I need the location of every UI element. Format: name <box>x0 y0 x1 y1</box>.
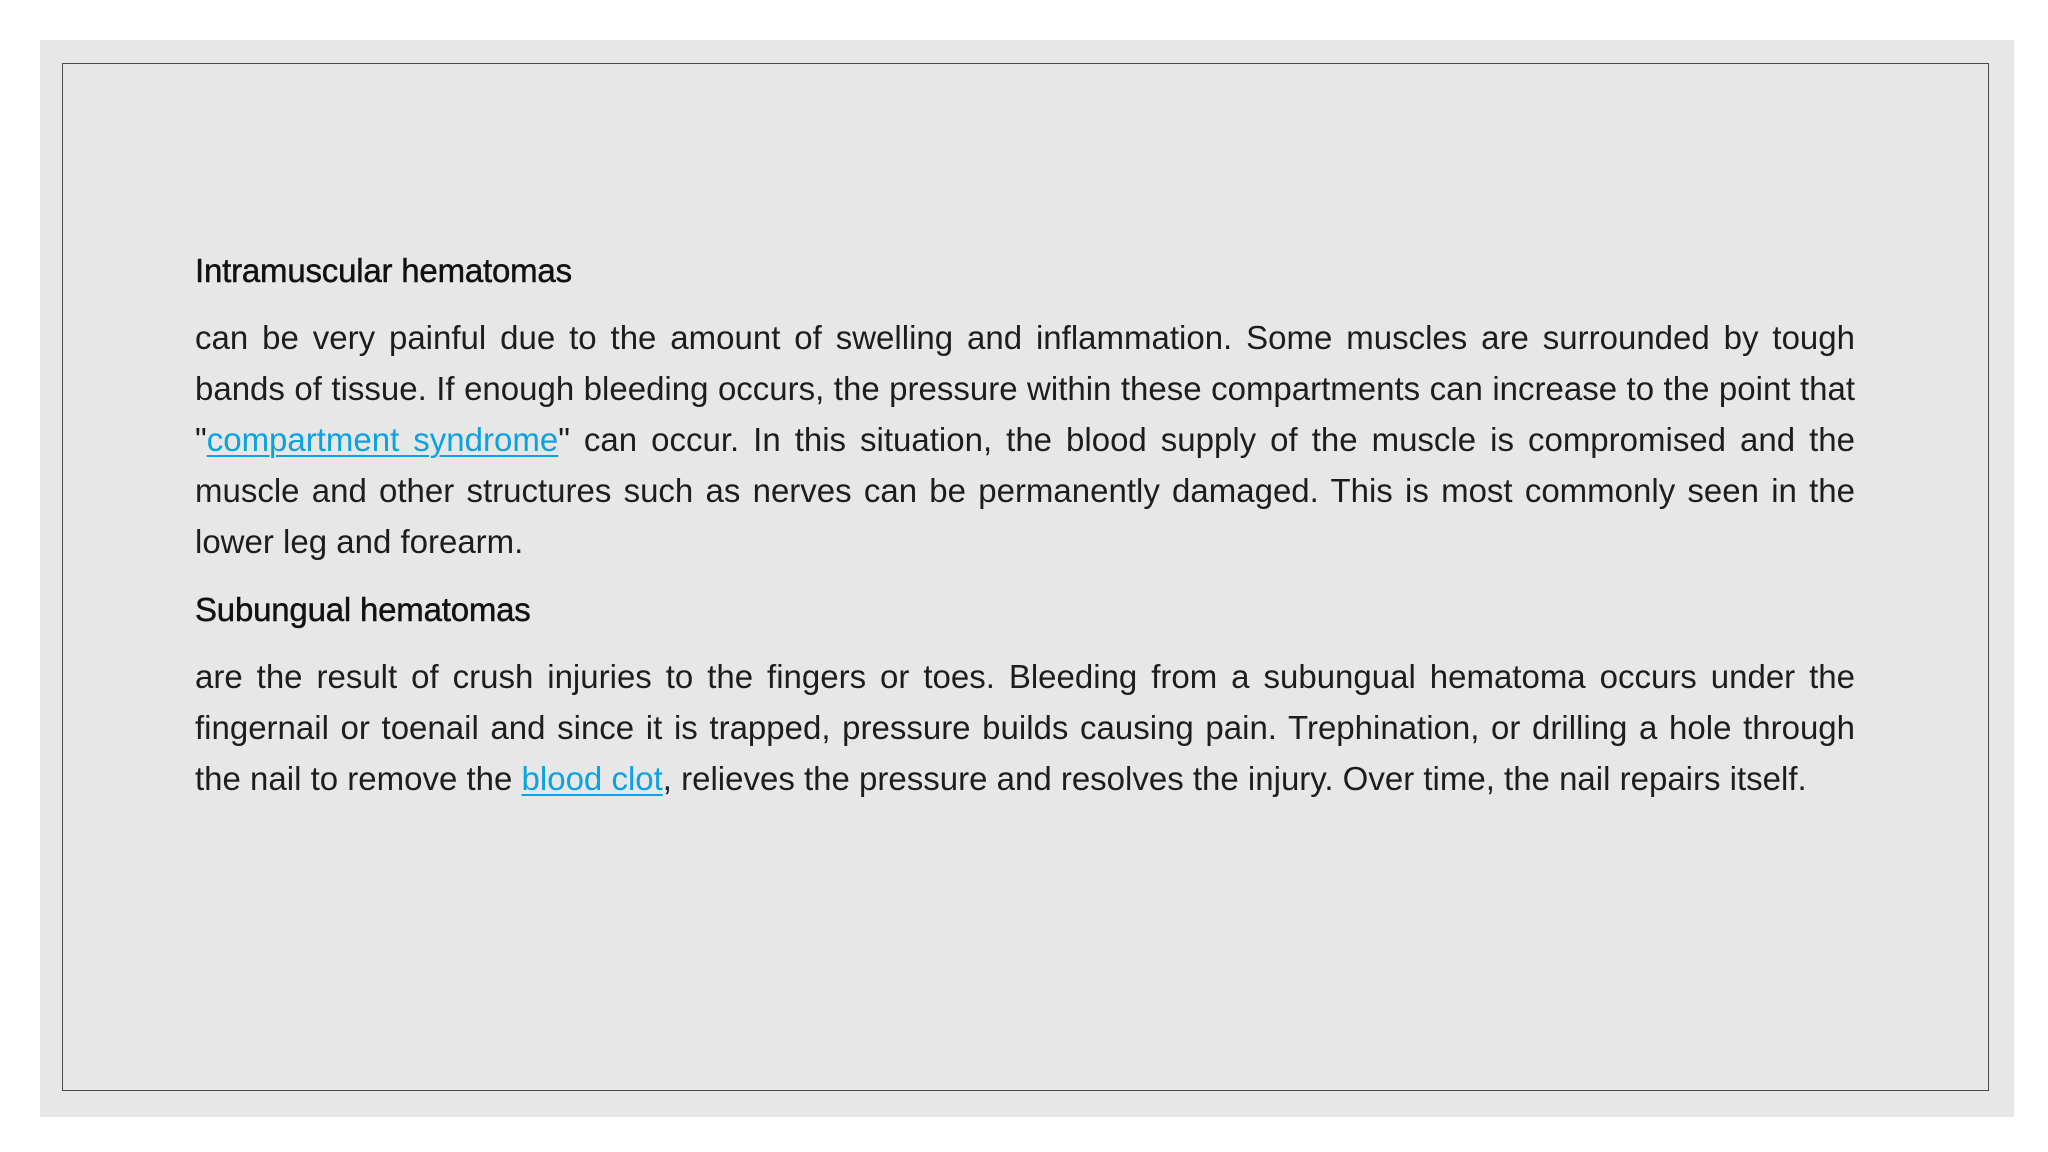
paragraph-text-after-link: , relieves the pressure and resolves the injury. Over time, the nail repairs itself. <box>662 760 1807 797</box>
compartment-syndrome-link[interactable]: compartment syndrome <box>206 421 559 458</box>
paragraph-intramuscular-hematomas <box>195 312 1855 567</box>
slide <box>40 40 2014 1117</box>
heading-subungual-hematomas: Subungual hematomas <box>195 591 531 628</box>
paragraph-text-before-link: are the result of crush injuries to the fingers or toes. Bleeding from a subungual hematoma occurs under the fingernail or toenail and since it is trapped, pressure builds causing pain. Trephination, or drilling a hole through the nail to remove the <box>195 658 1855 797</box>
paragraph-subungual-hematomas <box>195 651 1855 804</box>
blood-clot-link[interactable]: blood clot <box>521 760 663 797</box>
paragraph-text-after-link: " can occur. In this situation, the blood supply of the muscle is compromised and the muscle and other structures such as nerves can be permanently damaged. This is most commonly seen in the lower leg and forearm. <box>195 421 1855 560</box>
paragraph-text-before-link: can be very painful due to the amount of swelling and inflammation. Some muscles are surrounded by tough bands of tissue. If enough bleeding occurs, the pressure within these compartments can increase to the point that " <box>195 319 1855 458</box>
heading-intramuscular-hematomas: Intramuscular hematomas <box>195 252 572 289</box>
slide-content <box>195 246 1855 822</box>
